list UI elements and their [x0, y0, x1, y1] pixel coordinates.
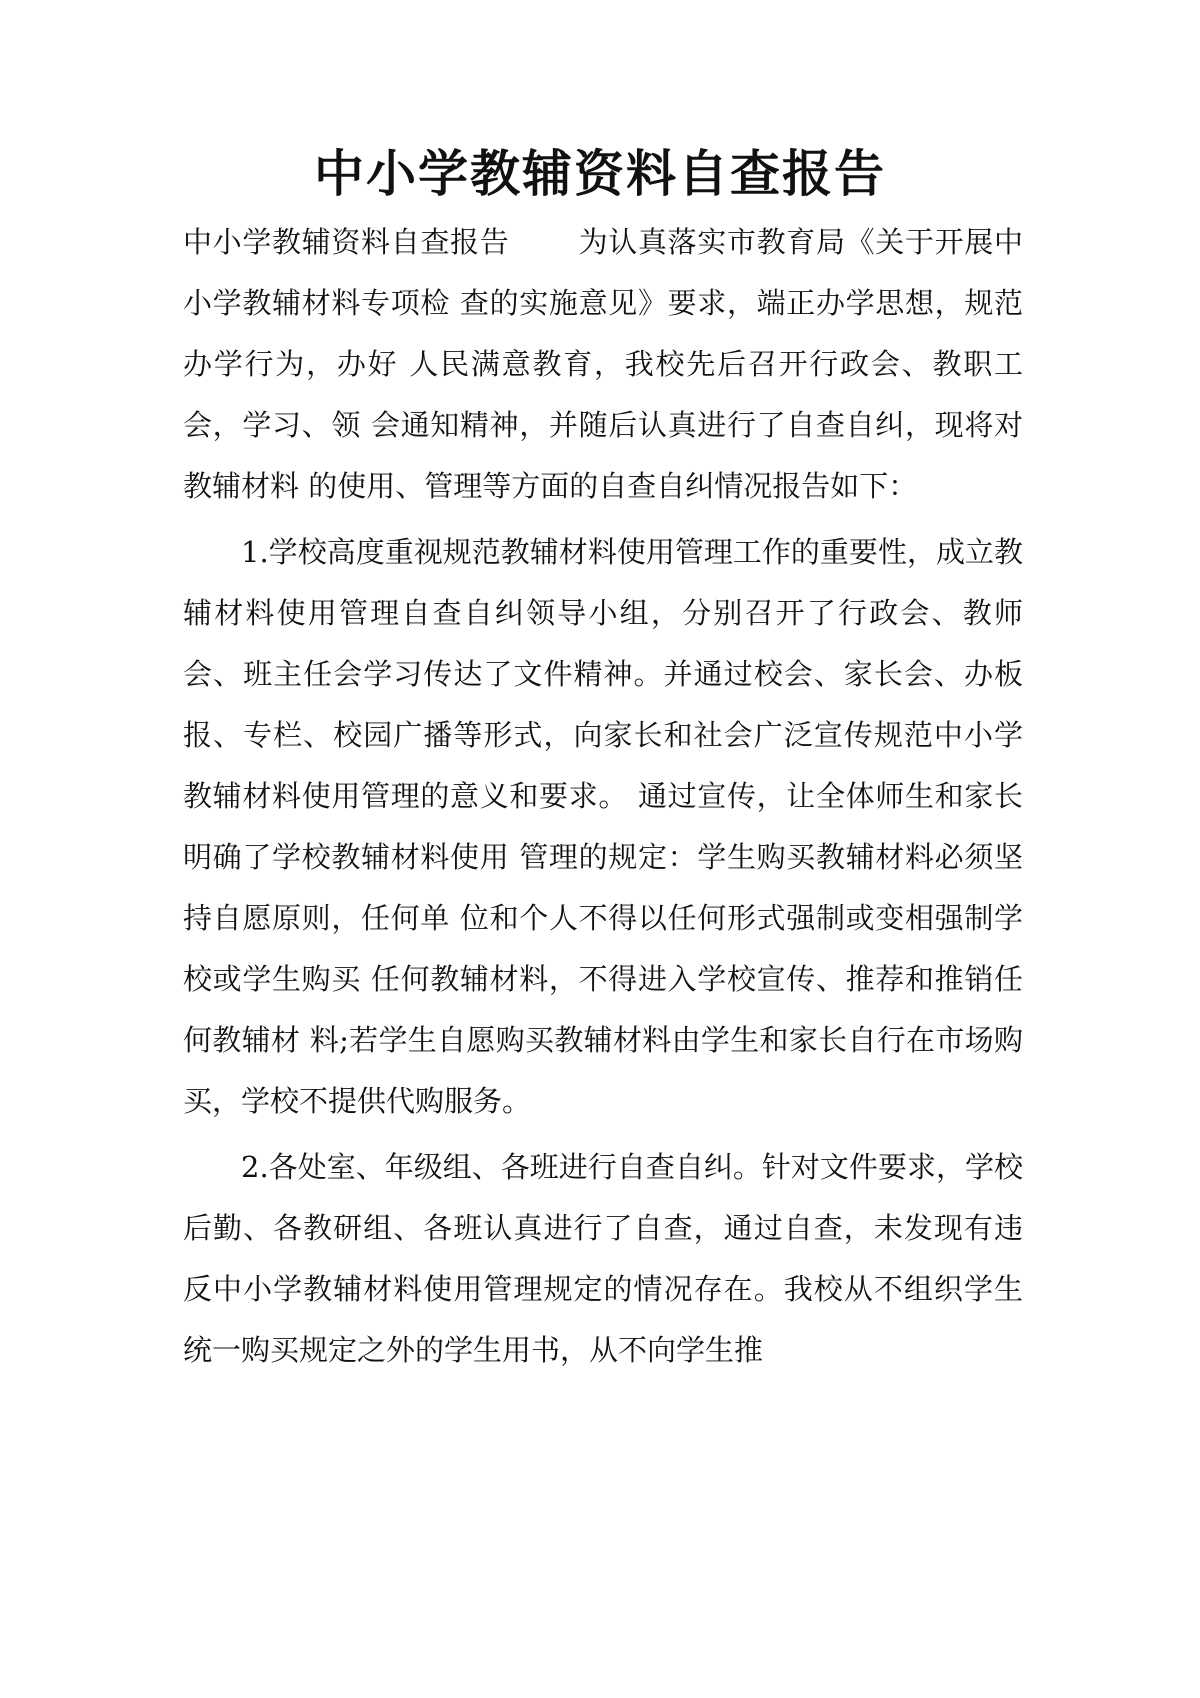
document-title: 中小学教辅资料自查报告 — [314, 144, 886, 203]
document-body — [183, 212, 1023, 1386]
paragraph-intro: 中小学教辅资料自查报告 为认真落实市教育局《关于开展中小学教辅材料专项检 查的实施意见》要求，端正办学思想，规范办学行为，办好 人民满意教育，我校先后召开行政会、教职工会，学习、领 会通知精神，并随后认真进行了自查自纠，现将对教辅材料 的使用、管理等方面的自查自纠情况报告如下： — [183, 225, 1023, 503]
paragraph-item-1: 1.学校高度重视规范教辅材料使用管理工作的重要性，成立教辅材料使用管理自查自纠领导小组，分别召开了行政会、教师会、班主任会学习传达了文件精神。并通过校会、家长会、办板报、专栏、校园广播等形式，向家长和社会广泛宣传规范中小学教辅材料使用管理的意义和要求。 通过宣传，让全体师生和家长明确了学校教辅材料使用 管理的规定：学生购买教辅材料必须坚持自愿原则，任何单 位和个人不得以任何形式强制或变相强制学校或学生购买 任何教辅材料，不得进入学校宣传、推荐和推销任何教辅材 料;若学生自愿购买教辅材料由学生和家长自行在市场购 买，学校不提供代购服务。 — [183, 535, 1023, 1118]
paragraph-item-2: 2.各处室、年级组、各班进行自查自纠。针对文件要求，学校后勤、各教研组、各班认真进行了自查，通过自查，未发现有违反中小学教辅材料使用管理规定的情况存在。我校从不组织学生统一购买规定之外的学生用书，从不向学生推 — [183, 1150, 1023, 1367]
